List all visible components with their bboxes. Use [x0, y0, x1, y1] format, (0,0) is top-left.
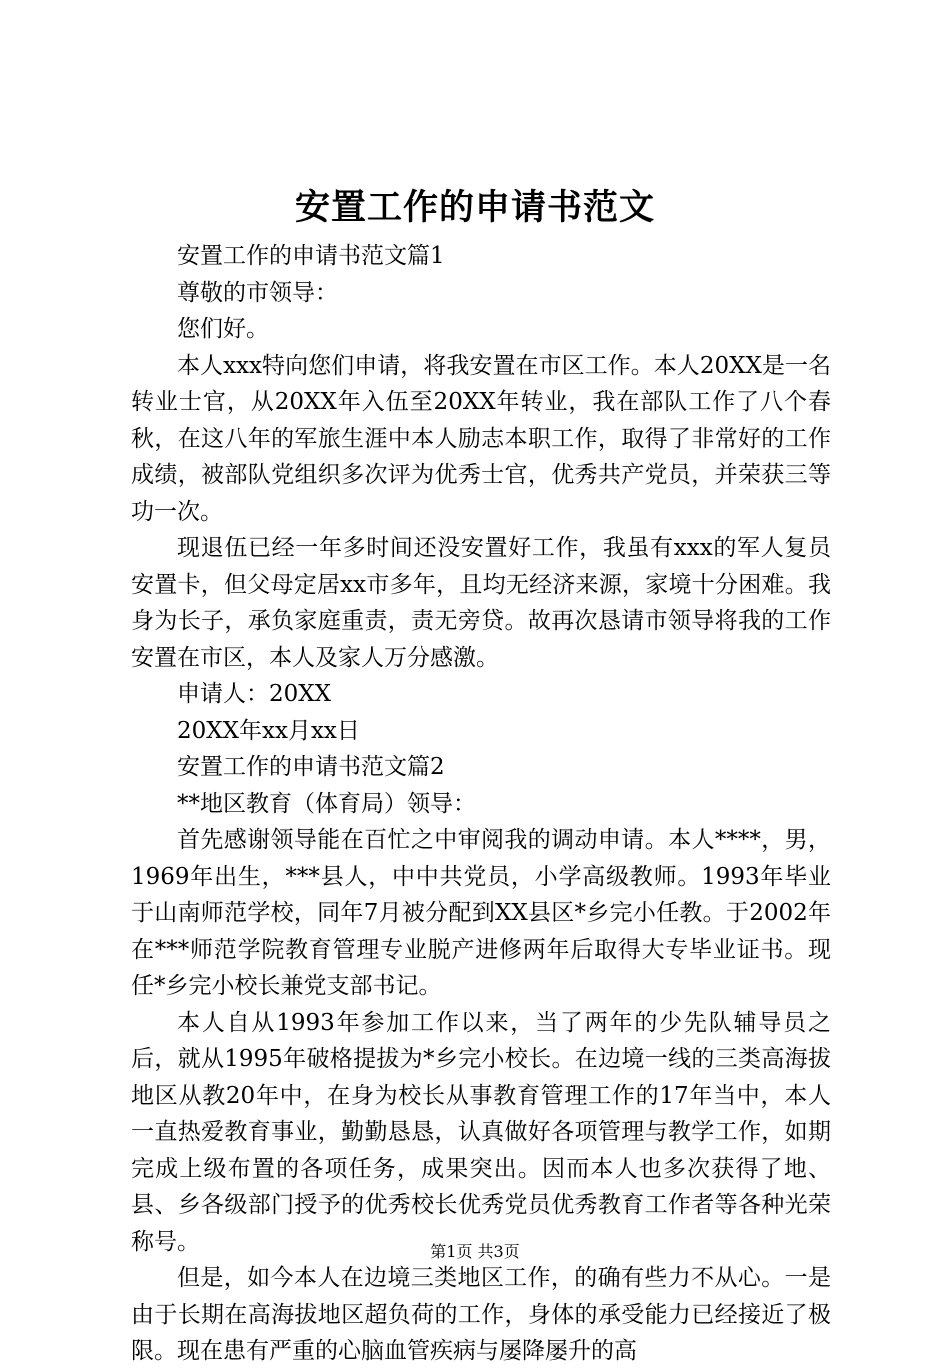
page-footer: 第1页 共3页: [430, 1242, 520, 1261]
section-heading-2: 安置工作的申请书范文篇2: [177, 754, 445, 780]
section-heading-1: 安置工作的申请书范文篇1: [177, 243, 445, 269]
paragraph: 本人自从1993年参加工作以来，当了两年的少先队辅导员之后，就从1995年破格提拔为*乡完小校长。在边境一线的三类高海拔地区从教20年中，在身为校长从事教育管理工作的17年当中，本人一直热爱教育事业，勤勤恳恳，认真做好各项管理与教学工作，如期完成上级布置的各项任务，成果突出。因而本人也多次获得了地、县、乡各级部门授予的优秀校长优秀党员优秀教育工作者等各种光荣称号。: [131, 1009, 831, 1255]
paragraph: 现退伍已经一年多时间还没安置好工作，我虽有xxx的军人复员安置卡，但父母定居xx市多年，且均无经济来源，家境十分困难。我身为长子，承负家庭重责，责无旁贷。故再次恳请市领导将我的工作安置在市区，本人及家人万分感激。: [131, 535, 831, 671]
document-body: [131, 238, 831, 1370]
date-line: 20XX年xx月xx日: [177, 717, 360, 744]
greeting: 您们好。: [177, 316, 269, 342]
salutation: **地区教育（体育局）领导：: [177, 790, 476, 817]
applicant-line: 申请人：20XX: [177, 681, 332, 707]
paragraph: 但是，如今本人在边境三类地区工作，的确有些力不从心。一是由于长期在高海拔地区超负荷的工作，身体的承受能力已经接近了极限。现在患有严重的心脑血管疾病与屡降屡升的高: [131, 1265, 831, 1364]
paragraph: 本人xxx特向您们申请，将我安置在市区工作。本人20XX是一名转业士官，从20XX年入伍至20XX年转业，我在部队工作了八个春秋，在这八年的军旅生涯中本人励志本职工作，取得了非常好的工作成绩，被部队党组织多次评为优秀士官，优秀共产党员，并荣获三等功一次。: [131, 352, 831, 525]
salutation: 尊敬的市领导：: [177, 279, 338, 306]
page-title: 安置工作的申请书范文: [294, 187, 655, 228]
paragraph: 首先感谢领导能在百忙之中审阅我的调动申请。本人****，男，1969年出生，***县人，中中共党员，小学高级教师。1993年毕业于山南师范学校，同年7月被分配到XX县区*乡完小任教。于2002年在***师范学院教育管理专业脱产进修两年后取得大专毕业证书。现任*乡完小校长兼党支部书记。: [131, 827, 831, 999]
